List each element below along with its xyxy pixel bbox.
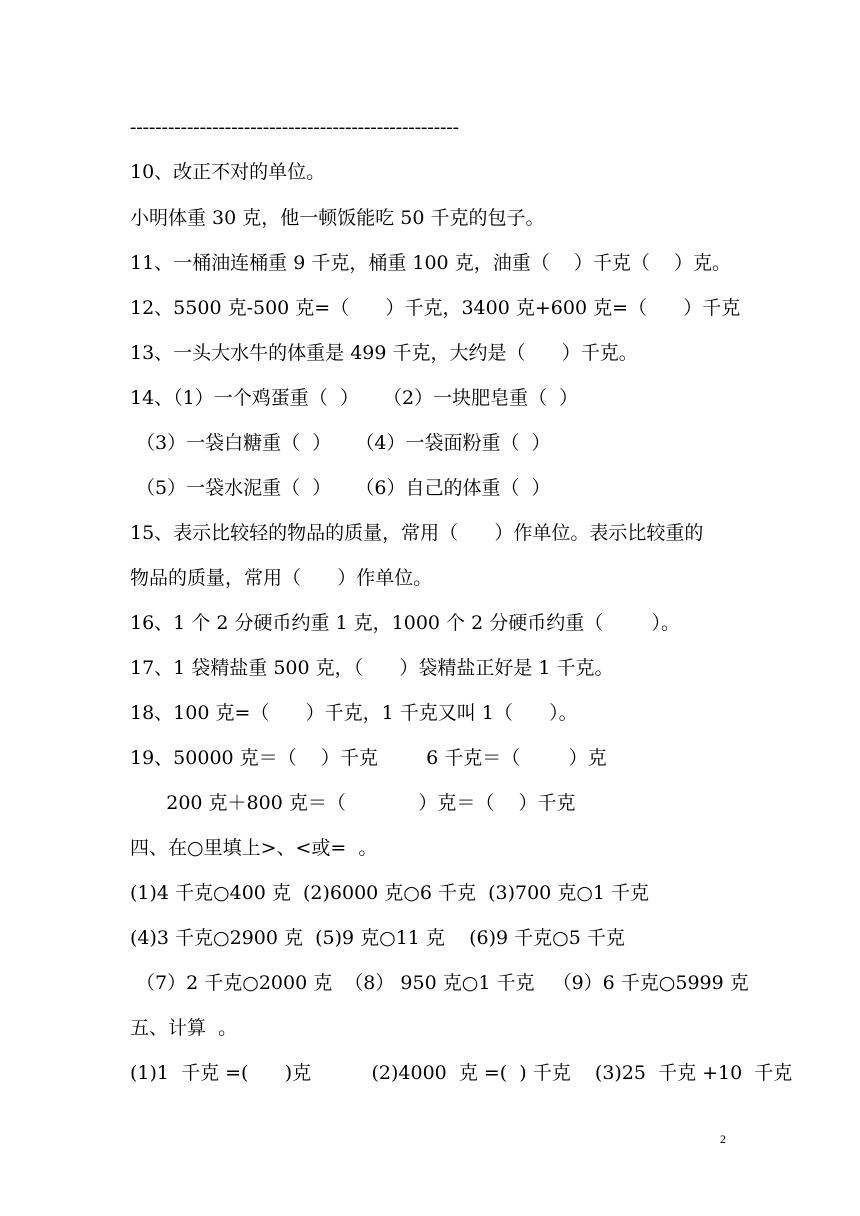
- q10-sentence: 小明体重 30 克，他一顿饭能吃 50 千克的包子。: [130, 207, 545, 229]
- q17: 17、1 袋精盐重 500 克，（ ）袋精盐正好是 1 千克。: [130, 657, 614, 679]
- section-five-heading: 五、计算 。: [130, 1017, 238, 1039]
- q15-line1: 15、表示比较轻的物品的质量，常用（ ）作单位。表示比较重的: [130, 522, 704, 544]
- q11: 11、一桶油连桶重 9 千克，桶重 100 克，油重（ ）千克（ ）克。: [130, 252, 732, 274]
- q15-line2: 物品的质量，常用（ ）作单位。: [130, 567, 433, 589]
- q13: 13、一头大水牛的体重是 499 千克，大约是（ ）千克。: [130, 342, 638, 364]
- compare-row-2: (4)3 千克○2900 克 (5)9 克○11 克 (6)9 千克○5 千克: [130, 927, 625, 949]
- separator-line: ----------------------------------------------------: [130, 117, 460, 138]
- compare-row-3: （7）2 千克○2000 克 （8） 950 克○1 千克 （9）6 千克○5999 克: [130, 972, 749, 994]
- q10-heading: 10、改正不对的单位。: [130, 161, 326, 183]
- q12: 12、5500 克-500 克=（ ）千克，3400 克+600 克=（ ）千克: [130, 297, 741, 319]
- q16: 16、1 个 2 分硬币约重 1 克，1000 个 2 分硬币约重（ ）。: [130, 612, 681, 634]
- calc-row-1: (1)1 千克 =( )克 (2)4000 克 =( ) 千克 (3)25 千克 +10 千克: [130, 1062, 793, 1084]
- q19-line2: 200 克＋800 克＝（ ）克＝（ ）千克: [130, 792, 576, 814]
- section-four-heading: 四、在○里填上>、<或= 。: [130, 837, 378, 859]
- q18: 18、100 克=（ ）千克，1 千克又叫 1（ ）。: [130, 702, 578, 724]
- page-number: 2: [720, 1132, 726, 1146]
- compare-row-1: (1)4 千克○400 克 (2)6000 克○6 千克 (3)700 克○1 千克: [130, 882, 650, 904]
- q14-line1: 14、（1）一个鸡蛋重（ ） （2）一块肥皂重（ ）: [130, 387, 579, 409]
- q14-line3: （5）一袋水泥重（ ） （6）自己的体重（ ）: [130, 477, 551, 499]
- q14-line2: （3）一袋白糖重（ ） （4）一袋面粉重（ ）: [130, 432, 551, 454]
- q19-line1: 19、50000 克＝（ ）千克 6 千克＝（ ）克: [130, 747, 607, 769]
